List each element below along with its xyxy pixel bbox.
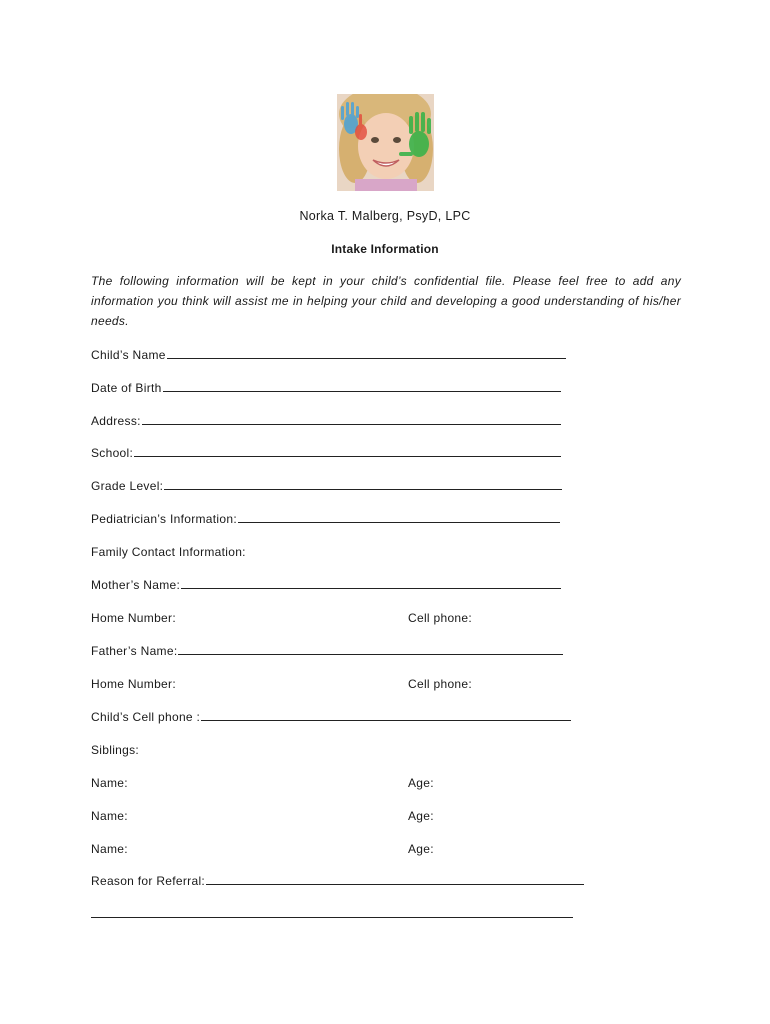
childs-name-field[interactable]: [167, 346, 566, 359]
pediatrician-label: Pediatrician’s Information:: [91, 512, 237, 526]
address-label: Address:: [91, 414, 141, 428]
childs-name-label: Child’s Name: [91, 348, 166, 362]
mother-home-number-label: Home Number:: [91, 611, 176, 625]
address-row: [91, 412, 561, 430]
sibling-2-age-label: Age:: [408, 809, 434, 823]
mothers-name-row: [91, 576, 561, 594]
childs-cell-phone-field[interactable]: [201, 708, 571, 721]
sibling-3-name-label: Name:: [91, 842, 128, 856]
father-home-number-label: Home Number:: [91, 677, 176, 691]
reason-for-referral-field-line-2[interactable]: [91, 905, 573, 918]
family-contact-label: Family Contact Information:: [91, 545, 246, 559]
childs-name-row: [91, 346, 566, 364]
intro-paragraph: [91, 271, 681, 331]
address-field[interactable]: [142, 412, 561, 425]
reason-for-referral-label: Reason for Referral:: [91, 874, 206, 888]
reason-for-referral-continuation-row: [91, 905, 573, 923]
sibling-1-age-label: Age:: [408, 776, 434, 790]
mothers-name-field[interactable]: [181, 576, 561, 589]
father-cell-phone-label: Cell phone:: [408, 677, 473, 691]
reason-for-referral-field[interactable]: [206, 872, 584, 885]
school-label: School:: [91, 446, 134, 460]
intro-text: The following information will be kept in your child’s confidential file. Please feel free to add any information you think will assist me in helping your child and developing a good understanding of his/her needs.: [91, 274, 681, 328]
family-contact-heading: [91, 543, 246, 561]
sibling-2-name-label: Name:: [91, 809, 128, 823]
reason-for-referral-row: [91, 872, 584, 890]
childs-cell-phone-label: Child’s Cell phone :: [91, 710, 201, 724]
childs-cell-phone-row: [91, 708, 571, 726]
mothers-name-label: Mother’s Name:: [91, 578, 181, 592]
grade-level-label: Grade Level:: [91, 479, 164, 493]
fathers-name-label: Father’s Name:: [91, 644, 178, 658]
fathers-name-row: [91, 642, 563, 660]
pediatrician-row: [91, 510, 560, 528]
siblings-label: Siblings:: [91, 743, 140, 757]
practitioner-name: Norka T. Malberg, PsyD, LPC: [299, 209, 471, 223]
sibling-1-name-label: Name:: [91, 776, 128, 790]
date-of-birth-field[interactable]: [163, 379, 561, 392]
sibling-3-age-label: Age:: [408, 842, 434, 856]
school-row: [91, 444, 561, 462]
date-of-birth-row: [91, 379, 561, 397]
date-of-birth-label: Date of Birth: [91, 381, 162, 395]
page-title: Intake Information: [331, 242, 439, 256]
fathers-name-field[interactable]: [178, 642, 563, 655]
header-photo-child: [337, 94, 434, 191]
school-field[interactable]: [134, 444, 561, 457]
grade-level-row: [91, 477, 562, 495]
grade-level-field[interactable]: [164, 477, 562, 490]
pediatrician-field[interactable]: [238, 510, 560, 523]
mother-cell-phone-label: Cell phone:: [408, 611, 473, 625]
